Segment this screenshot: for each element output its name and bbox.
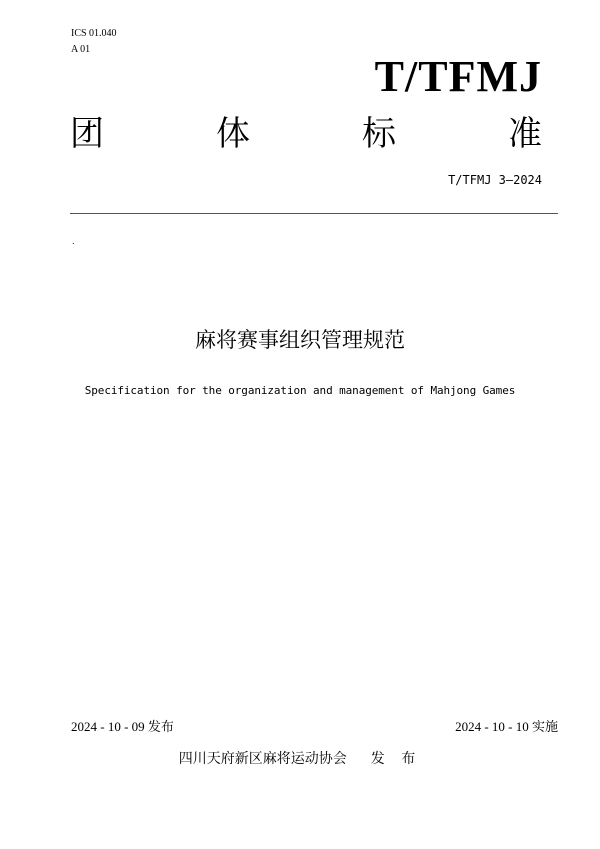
standard-type-char: 准 <box>508 114 542 154</box>
marker-dot: . <box>72 237 75 246</box>
publisher-name: 四川天府新区麻将运动协会 <box>178 751 347 767</box>
standard-type-char: 标 <box>362 114 396 154</box>
issue-date: 2024 - 10 - 09 发布 <box>71 719 174 734</box>
standard-number: T/TFMJ 3—2024 <box>448 173 542 187</box>
ccs-code: A 01 <box>71 44 91 55</box>
standard-type-heading <box>70 112 542 156</box>
publisher-line <box>0 750 600 768</box>
ics-code: ICS 01.040 <box>71 28 117 39</box>
header-divider <box>70 213 558 214</box>
standard-type-char: 体 <box>216 114 250 154</box>
publish-word: 发 布 <box>370 751 422 767</box>
document-title-chinese: 麻将赛事组织管理规范 <box>195 328 405 352</box>
document-title-english: Specification for the organization and management of Mahjong Games <box>84 384 516 397</box>
standard-type-char: 团 <box>70 114 104 154</box>
implementation-date: 2024 - 10 - 10 实施 <box>455 719 558 734</box>
organization-code: T/TFMJ <box>374 52 542 101</box>
